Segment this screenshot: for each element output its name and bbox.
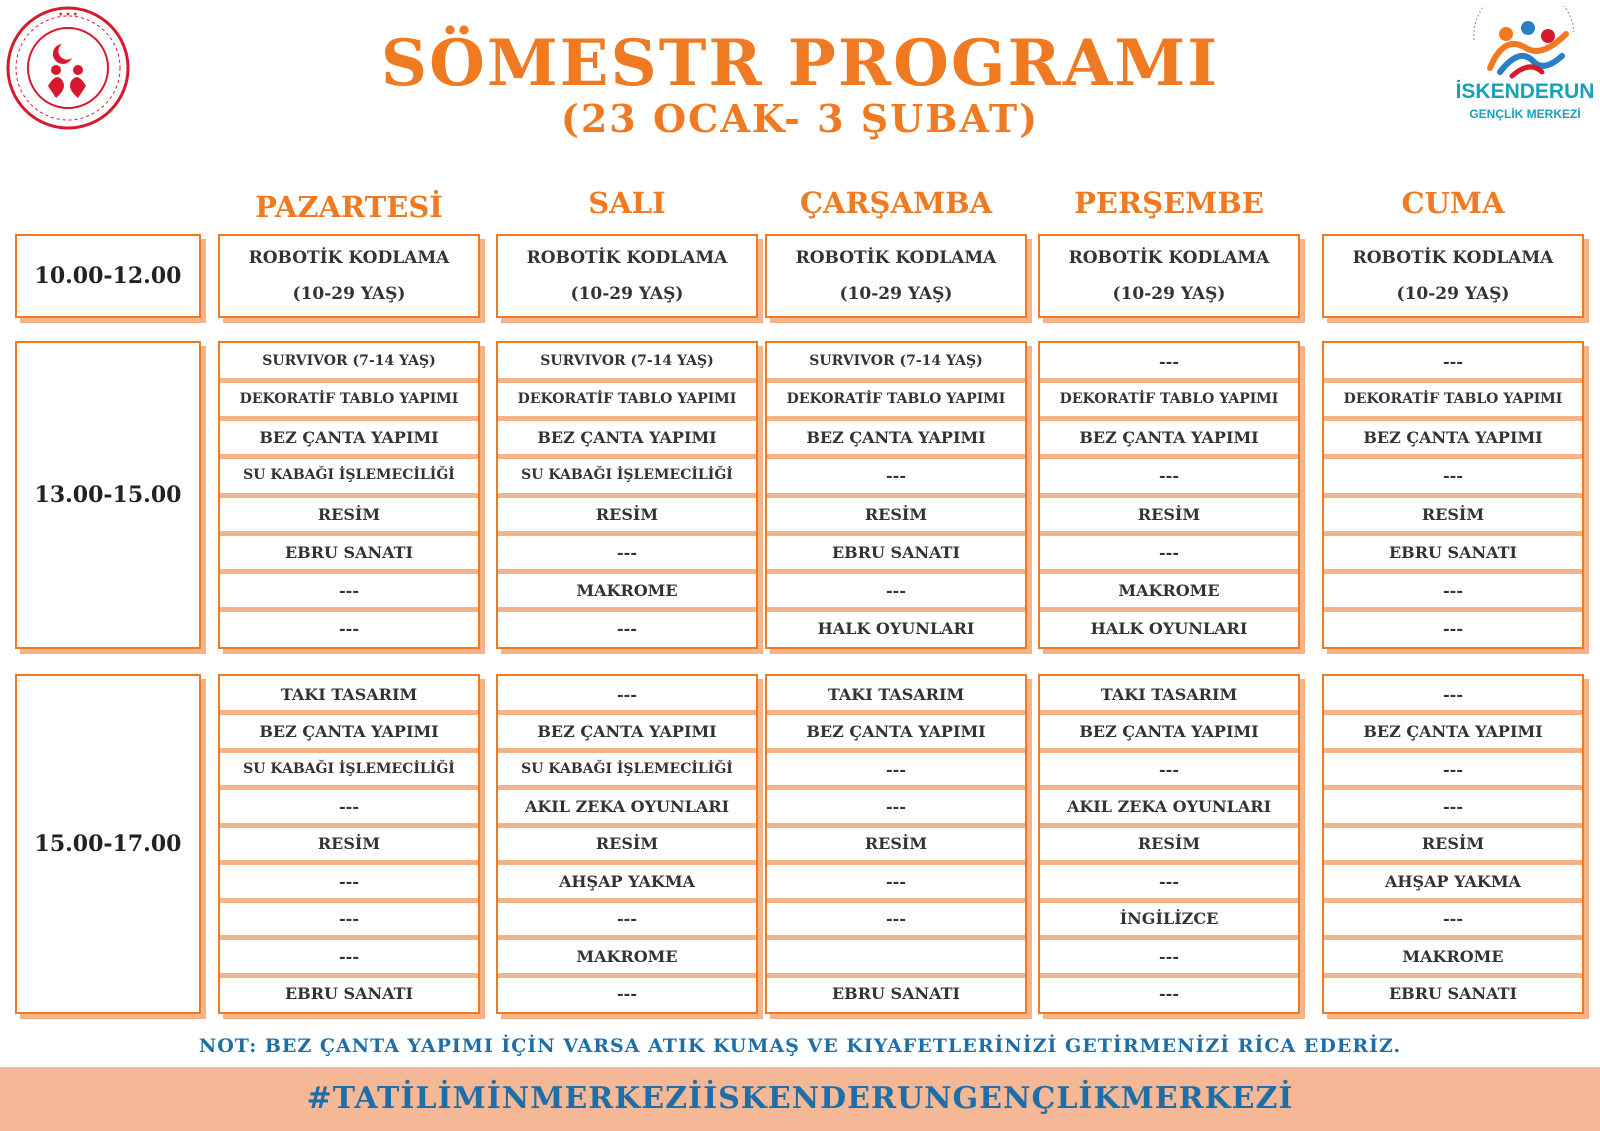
activity-age-range: (10-29 YAŞ) xyxy=(292,284,406,304)
activity-cell: EBRU SANATI xyxy=(284,984,414,1004)
activity-cell xyxy=(767,940,1025,977)
activity-cell: HALK OYUNLARI xyxy=(817,618,975,638)
activity-age-range: (10-29 YAŞ) xyxy=(1396,284,1510,304)
activity-cell: AHŞAP YAKMA xyxy=(498,865,756,902)
activity-cell: --- xyxy=(498,678,756,715)
activity-cell: --- xyxy=(220,574,478,612)
activity-cell: TAKI TASARIM xyxy=(220,678,478,715)
activity-cell: AHŞAP YAKMA xyxy=(1324,865,1582,902)
activity-cell: --- xyxy=(767,753,1025,790)
activity-cell: BEZ ÇANTA YAPIMI xyxy=(767,715,1025,752)
time-slot-label: 13.00-15.00 xyxy=(15,341,201,649)
activity-cell: TAKI TASARIM xyxy=(1040,678,1298,715)
activity-cell: RESİM xyxy=(498,828,756,865)
activity-cell: --- xyxy=(1324,790,1582,827)
activity-cell: --- xyxy=(1324,574,1582,612)
activity-cell: --- xyxy=(767,790,1025,827)
activity-cell: MAKROME xyxy=(498,940,756,977)
day-header: ÇARŞAMBA xyxy=(799,186,993,220)
day-header: PAZARTESİ xyxy=(255,190,443,224)
page-subtitle: (23 OCAK- 3 ŞUBAT) xyxy=(560,96,1040,141)
footer-hashtag: #TATİLİMİNMERKEZİİSKENDERUNGENÇLİKMERKEZİ xyxy=(306,1081,1294,1116)
activity-list xyxy=(218,674,480,1014)
activity-cell: --- xyxy=(1040,753,1298,790)
activity-cell: --- xyxy=(1040,865,1298,902)
activity-cell: SU KABAĞI İŞLEMECİLİĞİ xyxy=(220,459,478,497)
activity-list xyxy=(218,341,480,649)
activity-cell: --- xyxy=(1324,345,1582,383)
activity-cell: --- xyxy=(617,618,637,638)
activity-cell: MAKROME xyxy=(1324,940,1582,977)
activity-cell: SURVIVOR (7-14 YAŞ) xyxy=(220,345,478,383)
activity-cell: BEZ ÇANTA YAPIMI xyxy=(767,421,1025,459)
footer-note: NOT: BEZ ÇANTA YAPIMI İÇİN VARSA ATIK KUMAŞ VE KIYAFETLERİNİZİ GETİRMENİZİ RİCA EDERİZ. xyxy=(198,1035,1402,1057)
activity-cell: EBRU SANATI xyxy=(1388,984,1518,1004)
activity-cell: --- xyxy=(1324,678,1582,715)
day-header: SALI xyxy=(588,186,666,220)
activity-cell: --- xyxy=(220,790,478,827)
activity-name: ROBOTİK KODLAMA xyxy=(795,248,997,268)
activity-cell: BEZ ÇANTA YAPIMI xyxy=(1040,715,1298,752)
activity-cell: MAKROME xyxy=(1040,574,1298,612)
activity-cell: --- xyxy=(1324,753,1582,790)
activity-cell: RESİM xyxy=(220,828,478,865)
activity-cell: DEKORATİF TABLO YAPIMI xyxy=(1324,383,1582,421)
activity-name: ROBOTİK KODLAMA xyxy=(1352,248,1554,268)
activity-box xyxy=(218,234,480,318)
activity-box xyxy=(496,234,758,318)
activity-cell: AKIL ZEKA OYUNLARI xyxy=(1040,790,1298,827)
activity-list xyxy=(765,674,1027,1014)
activity-age-range: (10-29 YAŞ) xyxy=(839,284,953,304)
activity-cell: RESİM xyxy=(767,498,1025,536)
activity-cell: EBRU SANATI xyxy=(220,536,478,574)
activity-cell: --- xyxy=(1324,903,1582,940)
activity-cell: --- xyxy=(220,940,478,977)
activity-cell: İNGİLİZCE xyxy=(1040,903,1298,940)
activity-cell: RESİM xyxy=(220,498,478,536)
activity-name: ROBOTİK KODLAMA xyxy=(248,248,450,268)
activity-box xyxy=(765,234,1027,318)
youth-center-subname: GENÇLİK MERKEZİ xyxy=(1469,107,1581,121)
activity-list xyxy=(1038,341,1300,649)
activity-cell: --- xyxy=(767,574,1025,612)
activity-cell: SU KABAĞI İŞLEMECİLİĞİ xyxy=(220,753,478,790)
activity-cell: DEKORATİF TABLO YAPIMI xyxy=(498,383,756,421)
activity-age-range: (10-29 YAŞ) xyxy=(570,284,684,304)
activity-cell: MAKROME xyxy=(498,574,756,612)
activity-cell: DEKORATİF TABLO YAPIMI xyxy=(1040,383,1298,421)
activity-cell: RESİM xyxy=(1040,498,1298,536)
day-header: PERŞEMBE xyxy=(1074,186,1264,220)
activity-list xyxy=(1038,674,1300,1014)
activity-cell: RESİM xyxy=(767,828,1025,865)
activity-cell: --- xyxy=(767,903,1025,940)
activity-cell: RESİM xyxy=(498,498,756,536)
activity-list xyxy=(496,674,758,1014)
activity-cell: AKIL ZEKA OYUNLARI xyxy=(498,790,756,827)
activity-cell: --- xyxy=(220,903,478,940)
activity-cell: BEZ ÇANTA YAPIMI xyxy=(1324,421,1582,459)
activity-list xyxy=(496,341,758,649)
svg-text:★ ★ ★: ★ ★ ★ xyxy=(58,11,78,18)
time-slot-label: 15.00-17.00 xyxy=(15,674,201,1014)
activity-name: ROBOTİK KODLAMA xyxy=(1068,248,1270,268)
activity-cell: --- xyxy=(1040,459,1298,497)
activity-cell: EBRU SANATI xyxy=(1324,536,1582,574)
activity-age-range: (10-29 YAŞ) xyxy=(1112,284,1226,304)
activity-cell: RESİM xyxy=(1040,828,1298,865)
activity-cell: --- xyxy=(1443,618,1463,638)
activity-cell: --- xyxy=(1040,536,1298,574)
activity-cell: DEKORATİF TABLO YAPIMI xyxy=(767,383,1025,421)
activity-box xyxy=(1322,234,1584,318)
activity-list xyxy=(765,341,1027,649)
activity-cell: HALK OYUNLARI xyxy=(1090,618,1248,638)
activity-cell: BEZ ÇANTA YAPIMI xyxy=(220,715,478,752)
activity-list xyxy=(1322,341,1584,649)
activity-cell: SU KABAĞI İŞLEMECİLİĞİ xyxy=(498,753,756,790)
time-slot-label: 10.00-12.00 xyxy=(15,234,201,318)
activity-cell: --- xyxy=(339,618,359,638)
activity-cell: --- xyxy=(1040,345,1298,383)
activity-cell: --- xyxy=(1040,940,1298,977)
activity-cell: DEKORATİF TABLO YAPIMI xyxy=(220,383,478,421)
activity-cell: --- xyxy=(617,984,637,1004)
activity-cell: SURVIVOR (7-14 YAŞ) xyxy=(767,345,1025,383)
activity-cell: --- xyxy=(1324,459,1582,497)
activity-cell: --- xyxy=(767,459,1025,497)
page-title: SÖMESTR PROGRAMI xyxy=(380,26,1220,101)
activity-cell: --- xyxy=(220,865,478,902)
activity-cell: TAKI TASARIM xyxy=(767,678,1025,715)
activity-cell: EBRU SANATI xyxy=(831,984,961,1004)
activity-cell: SURVIVOR (7-14 YAŞ) xyxy=(498,345,756,383)
activity-cell: BEZ ÇANTA YAPIMI xyxy=(220,421,478,459)
day-header: CUMA xyxy=(1401,186,1505,220)
youth-center-name: İSKENDERUN xyxy=(1455,80,1595,103)
activity-list xyxy=(1322,674,1584,1014)
activity-box xyxy=(1038,234,1300,318)
activity-cell: BEZ ÇANTA YAPIMI xyxy=(1324,715,1582,752)
activity-cell: SU KABAĞI İŞLEMECİLİĞİ xyxy=(498,459,756,497)
activity-cell: --- xyxy=(1159,984,1179,1004)
activity-cell: BEZ ÇANTA YAPIMI xyxy=(498,421,756,459)
activity-cell: EBRU SANATI xyxy=(767,536,1025,574)
activity-cell: RESİM xyxy=(1324,828,1582,865)
activity-cell: --- xyxy=(767,865,1025,902)
activity-cell: BEZ ÇANTA YAPIMI xyxy=(1040,421,1298,459)
activity-cell: BEZ ÇANTA YAPIMI xyxy=(498,715,756,752)
activity-cell: --- xyxy=(498,536,756,574)
activity-cell: RESİM xyxy=(1324,498,1582,536)
activity-name: ROBOTİK KODLAMA xyxy=(526,248,728,268)
activity-cell: --- xyxy=(498,903,756,940)
